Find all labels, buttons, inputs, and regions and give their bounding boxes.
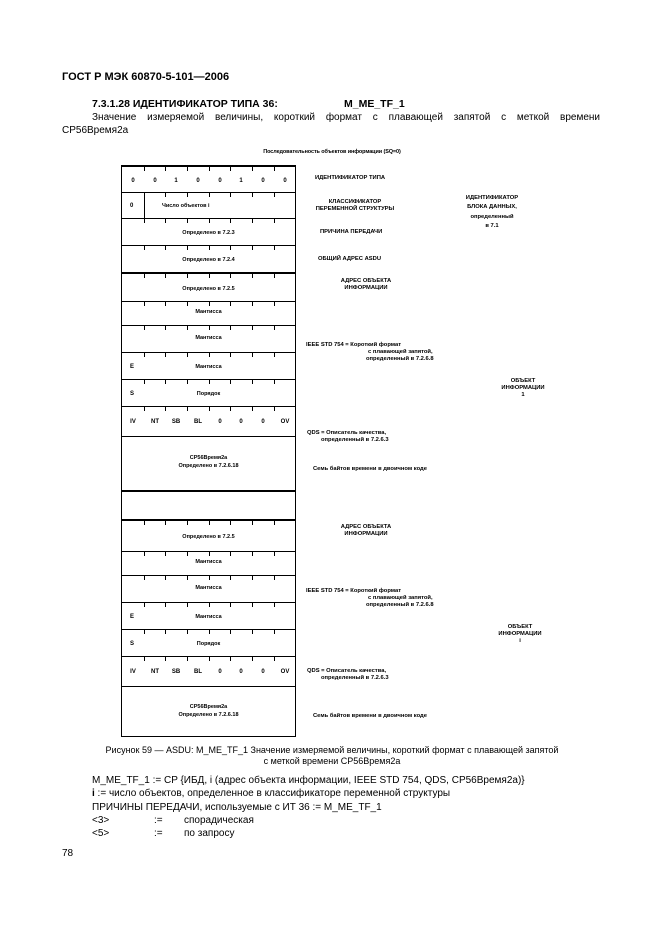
figure-top-title: Последовательность объектов информации (SQ=0) — [263, 149, 401, 155]
label-ioa-i: АДРЕС ОБЪЕКТА ИНФОРМАЦИИ — [340, 524, 392, 538]
label-qds-1: QDS = Описатель качества, определенный в 7.2.6.3 — [307, 430, 389, 444]
gap-row — [122, 490, 295, 519]
common-address-row: Определено в 7.2.4 — [122, 245, 295, 272]
formula-i-definition: i := число объектов, определенное в классификаторе переменной структуры — [92, 788, 451, 799]
label-cot: ПРИЧИНА ПЕРЕДАЧИ — [320, 229, 383, 235]
mantissa-row-1c: E Мантисса — [122, 352, 295, 379]
formula-definition: M_ME_TF_1 := CP {ИБД, i (адрес объекта информации, IEEE STD 754, QDS, CP56Время2а)} — [92, 775, 525, 786]
label-time-i: Семь байтов времени в двоичном коде — [313, 713, 427, 719]
mantissa-row-1b: Мантисса — [122, 325, 295, 352]
mantissa-row-ia: Мантисса — [122, 551, 295, 575]
label-ieee-1: IEEE STD 754 = Короткий формат с плавающей запятой, определенный в 7.2.6.8 — [306, 342, 434, 363]
order-row-1: S Порядок — [122, 379, 295, 406]
page-header: ГОСТ Р МЭК 60870-5-101—2006 — [62, 71, 230, 83]
cot-list-title: ПРИЧИНЫ ПЕРЕДАЧИ, используемые с ИТ 36 := M_ME_TF_1 — [92, 802, 382, 813]
cot-item-5: <5> := по запросу — [92, 828, 235, 839]
label-type-id: ИДЕНТИФИКАТОР ТИПА — [315, 175, 386, 181]
label-common-address: ОБЩИЙ АДРЕС ASDU — [318, 256, 382, 262]
order-row-i: S Порядок — [122, 629, 295, 656]
ioa-row-i: Определено в 7.2.5 — [122, 519, 295, 551]
type-id-row: 0 0 1 0 0 1 0 0 — [122, 165, 295, 192]
label-qds-i: QDS = Описатель качества, определенный в 7.2.6.3 — [307, 668, 389, 682]
mantissa-row-ib: Мантисса — [122, 575, 295, 602]
section-description: Значение измеряемой величины, короткий формат с плавающей запятой с меткой времени — [92, 112, 600, 123]
asdu-diagram — [121, 165, 296, 737]
vsq-row — [122, 192, 295, 218]
label-time-1: Семь байтов времени в двоичном коде — [313, 466, 427, 472]
qds-row-i: IV NT SB BL 0 0 0 OV — [122, 656, 295, 686]
qds-row-1: IV NT SB BL 0 0 0 OV — [122, 406, 295, 436]
label-ieee-i: IEEE STD 754 = Короткий формат с плавающей запятой, определенный в 7.2.6.8 — [306, 588, 434, 609]
type-id-name: M_ME_TF_1 — [344, 98, 405, 110]
page-number: 78 — [62, 848, 74, 859]
time-row-i: CP56Время2а Определено в 7.2.6.18 — [122, 686, 295, 737]
cot-row: Определено в 7.2.3 — [122, 218, 295, 245]
section-title: 7.3.1.28 ИДЕНТИФИКАТОР ТИПА 36: — [92, 98, 278, 110]
section-description-cont: CP56Время2а — [62, 125, 129, 136]
time-row-1: CP56Время2а Определено в 7.2.6.18 — [122, 436, 295, 490]
label-info-object-i: ОБЪЕКТ ИНФОРМАЦИИ i — [498, 624, 542, 645]
sq-bit: 0 — [130, 203, 134, 209]
label-vsq: КЛАССИФИКАТОР ПЕРЕМЕННОЙ СТРУКТУРЫ — [315, 199, 395, 213]
mantissa-row-1a: Мантисса — [122, 301, 295, 325]
figure-caption: Рисунок 59 — ASDU: M_ME_TF_1 Значение измеряемой величины, короткий формат с плавающей запятой с меткой времени CP56Время2а — [105, 745, 559, 767]
label-data-unit-id: ИДЕНТИФИКАТОР БЛОКА ДАННЫХ, определенный в 7.1 — [465, 195, 519, 229]
label-info-object-1: ОБЪЕКТ ИНФОРМАЦИИ 1 — [501, 378, 545, 399]
mantissa-row-ic: E Мантисса — [122, 602, 295, 629]
cot-item-3: <3> := спорадическая — [92, 815, 254, 826]
num-objects: Число объектов i — [162, 203, 210, 209]
ioa-row-1: Определено в 7.2.5 — [122, 272, 295, 301]
label-ioa-1: АДРЕС ОБЪЕКТА ИНФОРМАЦИИ — [340, 278, 392, 292]
